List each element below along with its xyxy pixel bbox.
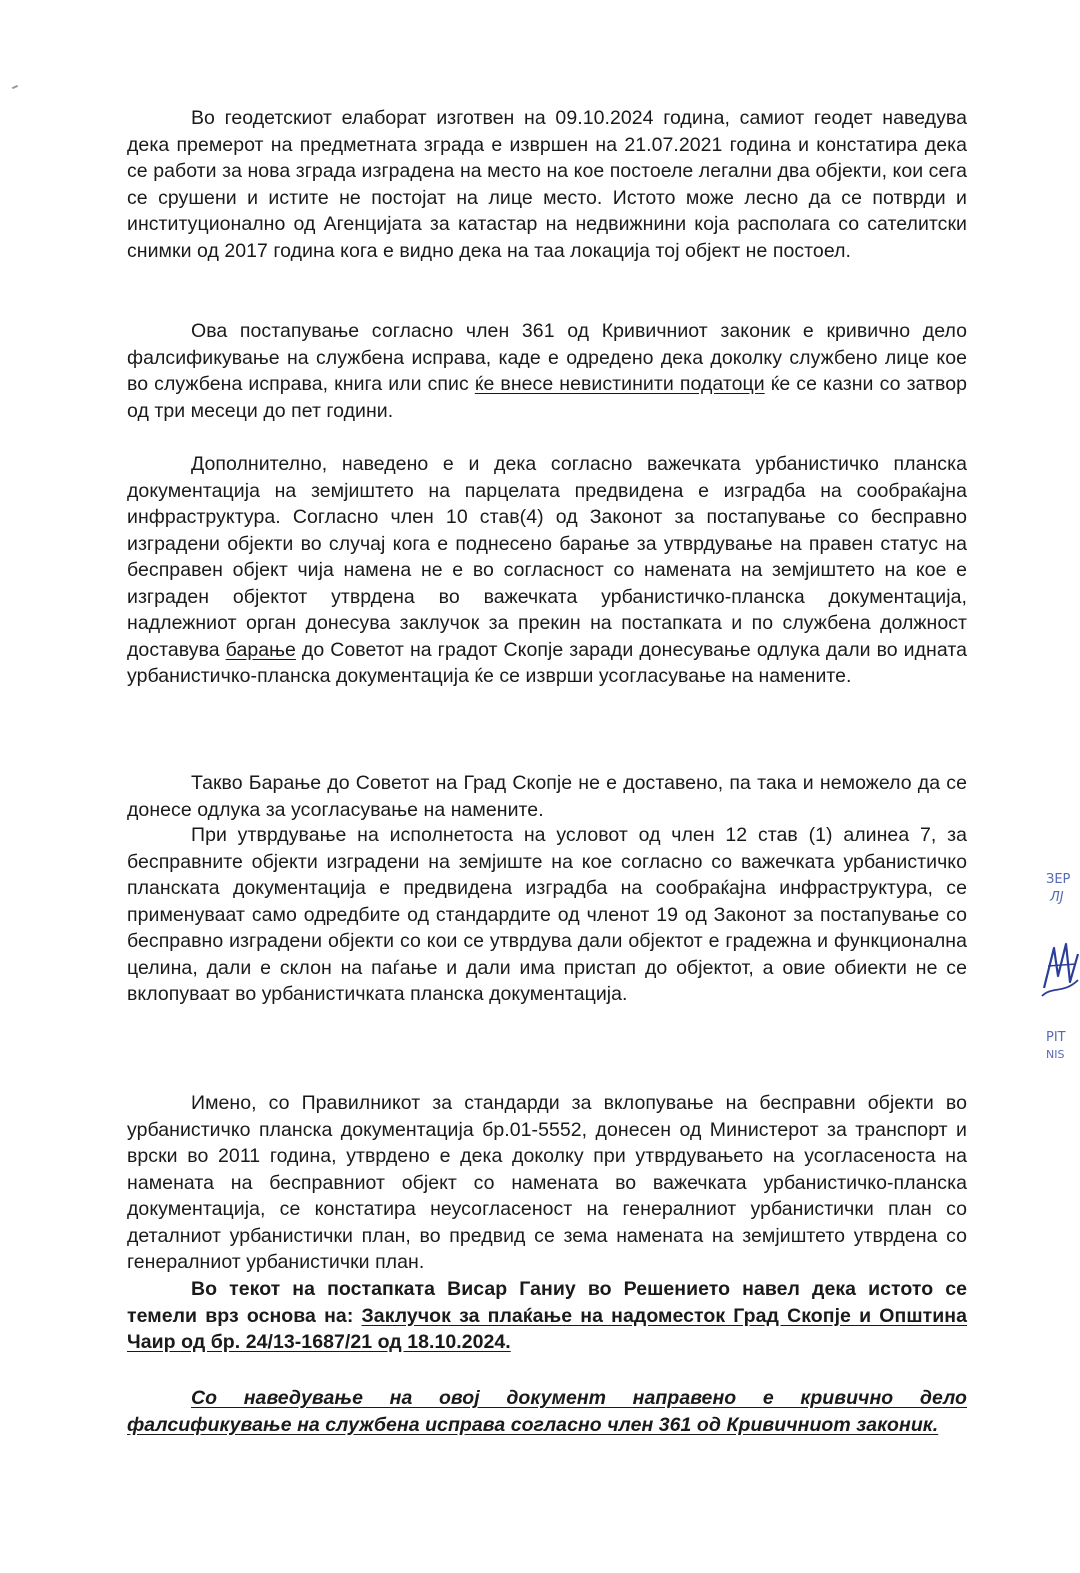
stamp-text-2: ЛЈ <box>1050 890 1064 905</box>
paragraph-decision-basis <box>127 1276 967 1356</box>
paragraph-2-text-c: ќе се казни со затвор од три месеци до пет години. <box>127 373 967 422</box>
paragraph-council-request <box>127 770 967 823</box>
paragraph-3-text-a: Дополнително, наведено е и дека согласно важечката урбанистичко планска документација на земјиштето на парцелата предвидена е изградба на сообраќајна инфраструктура. Согласно член 10 став(4) од Законот за постапување со бесправно изградени објекти во случај кога е поднесено барање за утврдување на правен статус на бесправен објект чија намена не е во согласност со намената на земјиштето на кое е изграден објектот утврдена во важечката урбанистичко-планска документација, надлежниот орган донесува заклучок за прекин на постапката и по службена должност доставува <box>127 453 967 661</box>
paragraph-3-underlined: барање <box>225 638 296 661</box>
paragraph-4-text: Такво Барање до Советот на Град Скопје не е доставено, па така и неможело да се донесе одлука за усогласување на намените. <box>127 772 967 821</box>
paragraph-geodetic-report <box>127 105 967 264</box>
paragraph-urban-planning <box>127 451 967 690</box>
paragraph-6-text: Имено, со Правилникот за стандарди за вклопување на бесправни објекти во урбанистичко планска документација бр.01-5552, донесен од Министерот за транспорт и врски во 2011 година, утврдено е дека доколку при утврдувањето на усогласеноста на намената на бесправниот објект со намената во важечката урбанистичко-планска документација, се констатира неусогласеност на генералниот урбанистички план со деталниот урбанистички план, во предвид се зема намената на земјиштето утврдена со генералниот урбанистички план. <box>127 1092 967 1273</box>
paragraph-1-text: Во геодетскиот елаборат изготвен на 09.10.2024 година, самиот геодет наведува дека премерот на предметната зграда е извршен на 21.07.2021 година и констатира дека се работи за нова зграда изградена на место на кое постоеле легални два објекти, кои сега се срушени и истите не постојат на лице место. Истото може лесно да се потврди и институционално од Агенцијата за катастар на недвижнини која располага со сателитски снимки од 2017 година кога е видно дека на таа локација тој објект не постоел. <box>127 107 967 262</box>
signature-icon <box>1040 936 1080 1006</box>
paragraph-criminal-code <box>127 318 967 424</box>
paragraph-conclusion <box>127 1385 967 1438</box>
paragraph-2-underlined: ќе внесе невистинити податоци <box>474 373 765 395</box>
paragraph-conditions <box>127 822 967 1008</box>
paragraph-3-text-c: до Советот на градот Скопје заради донесување одлука дали во идната урбанистичко-планска документација ќе се изврши усогласување на намените. <box>127 638 967 687</box>
scan-mark <box>12 85 18 89</box>
official-stamp-fragment <box>1040 858 1080 1088</box>
paragraph-7-underlined: Заклучок за плаќање на надоместок Град Скопје и Општина Чаир од бр. 24/13-1687/21 од 18.10.2024. <box>127 1304 967 1353</box>
paragraph-rulebook <box>127 1090 967 1276</box>
paragraph-2-text-a: Ова постапување согласно член 361 од Кривичниот законик е кривично дело фалсификување на службена исправа, каде е одредено дека доколку службено лице кое во службена исправа, книга или спис <box>127 320 967 395</box>
stamp-text-4: NIS <box>1046 1048 1065 1061</box>
stamp-text-1: ЗЕР <box>1046 872 1071 887</box>
paragraph-7-text-a: Во текот на постапката Висар Ганиу во Решението навел дека истото се темели врз основа на: <box>127 1278 967 1327</box>
paragraph-8-text: Со наведување на овој документ направено е кривично дело фалсификување на службена исправа согласно член 361 од Кривичниот законик. <box>127 1387 967 1436</box>
paragraph-5-text: При утврдување на исполнетоста на условот од член 12 став (1) алинеа 7, за бесправните објекти изградени на земјиште на кое согласно со важечката урбанистичко планската документација е предвидена изградба на сообраќајна инфраструктура, се применуваат само одредбите од стандардите од членот 19 од Законот за постапување со бесправно изградени објекти со кои се утврдува дали објектот е градежна и функционална целина, дали е склон на паѓање и дали има пристап до објектот, а овие обиекти не се вклопуваат во урбанистичката планска документација. <box>127 824 967 1005</box>
stamp-text-3: PIT <box>1046 1030 1066 1045</box>
